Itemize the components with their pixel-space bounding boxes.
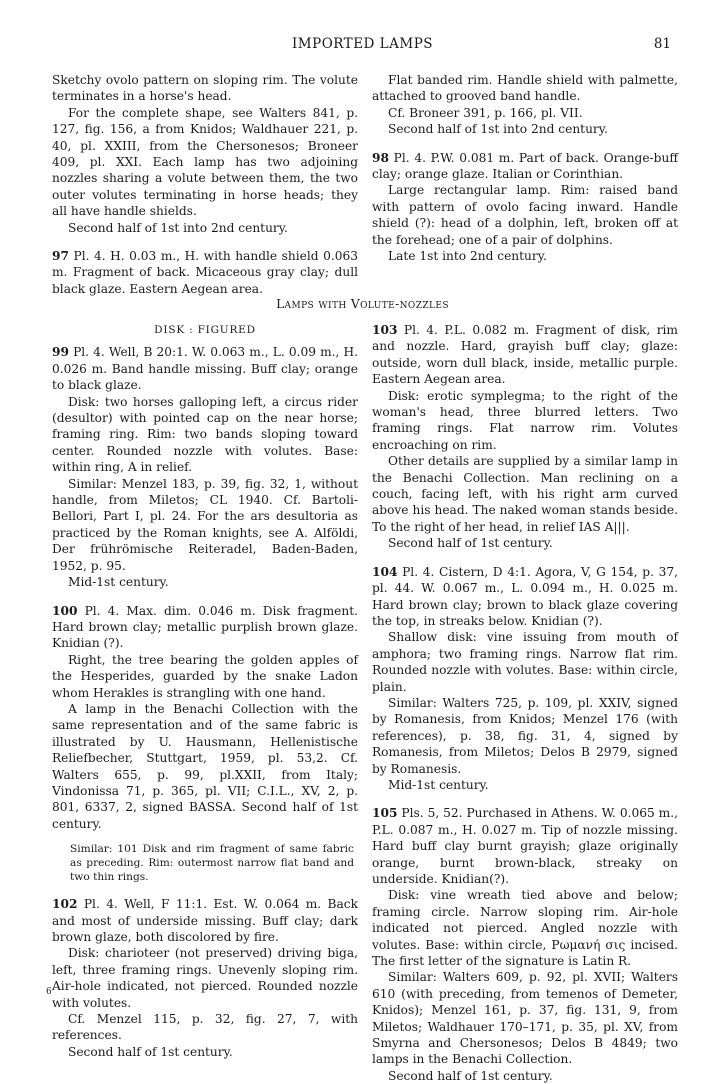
catalog-entry-103 — [372, 322, 678, 552]
paragraph: Disk: two horses galloping left, a circus rider (desultor) with pointed cap on the near horse; framing ring. Rim: two bands sloping toward center. Rounded nozzle with volutes. Base: within ring, A in relief. — [52, 394, 358, 475]
catalog-entry-99 — [52, 344, 358, 590]
paragraph: For the complete shape, see Walters 841, p. 127, fig. 156, a from Knidos; Waldhauer 221, p. 40, pl. XXIII, from the Chersonesos; Broneer 409, pl. XXI. Each lamp has two adjoining nozzles sharing a volute between them, the two outer volutes terminating in horse heads; they all have handle shields. — [52, 105, 358, 219]
paragraph: Similar: Walters 609, p. 92, pl. XVII; Walters 610 (with preceding, from temenos of Demeter, Knidos); Menzel 161, p. 37, fig. 131, 9, from Miletos; Waldhauer 170–171, p. 35, pl. XV, from Smyrna and Chersonesos; Delos B 4849; two lamps in the Benachi Collection. — [372, 970, 678, 1067]
subheading: DISK : FIGURED — [154, 324, 256, 336]
paragraph: Sketchy ovolo pattern on sloping rim. The volute terminates in a horse's head. — [52, 73, 358, 104]
page-number: 81 — [653, 36, 671, 52]
catalog-entry-102 — [52, 896, 358, 1060]
paragraph: Shallow disk: vine issuing from mouth of amphora; two framing rings. Narrow flat rim. Rounded nozzle with volutes. Base: within circle, plain. — [372, 630, 678, 694]
entry-number: 97 — [52, 249, 69, 264]
entry-text: Pl. 4. P.L. 0.082 m. Fragment of disk, rim and nozzle. Hard, grayish buff clay; glaze: outside, worn dull black, inside, metallic purple. Eastern Aegean area. — [372, 323, 678, 387]
paragraph: Disk: erotic symplegma; to the right of the woman's head, three blurred letters. Two framing rings. Flat narrow rim. Volutes encroaching on rim. — [372, 388, 678, 452]
section-heading: Lamps with Volute-nozzles — [276, 297, 449, 311]
paragraph: Second half of 1st into 2nd century. — [68, 220, 288, 235]
catalog-entry-105 — [372, 805, 678, 1084]
paragraph: Second half of 1st into 2nd century. — [388, 122, 608, 137]
paragraph: Cf. Broneer 391, p. 166, pl. VII. — [388, 105, 583, 120]
entry-text: Pl. 4. Max. dim. 0.046 m. Disk fragment. Hard brown clay; metallic purplish brown glaze. Knidian (?). — [52, 603, 358, 651]
catalog-entry-100 — [52, 603, 358, 833]
entry-text: Pl. 4. Cistern, D 4:1. Agora, V, G 154, p. 37, pl. 44. W. 0.067 m., L. 0.094 m., H. 0.025 m. Hard brown clay; brown to black glaze covering the top, in streaks below. Knidian (?). — [372, 564, 678, 628]
entry-number: 105 — [372, 806, 398, 821]
paragraph: Similar: Walters 725, p. 109, pl. XXIV, signed by Romanesis, from Knidos; Menzel 176 (with references), p. 38, fig. 31, 4, signed by Romanesis, from Miletos; Delos B 2979, signed by Romanesis. — [372, 695, 678, 776]
paragraph: Mid-1st century. — [388, 777, 489, 792]
paragraph: Flat banded rim. Handle shield with palmette, attached to grooved band handle. — [372, 73, 678, 104]
top-right-column — [372, 72, 678, 264]
paragraph: Second half of 1st century. — [68, 1044, 233, 1059]
paragraph: Second half of 1st century. — [388, 536, 553, 551]
paragraph: Second half of 1st century. — [388, 1068, 553, 1083]
catalog-entry-104 — [372, 564, 678, 794]
entry-text: Pl. 4. H. 0.03 m., H. with handle shield 0.063 m. Fragment of back. Micaceous gray clay; dull black glaze. Eastern Aegean area. — [52, 249, 358, 296]
signature-mark: 6 — [46, 987, 52, 997]
paragraph: Other details are supplied by a similar lamp in the Benachi Collection. Man reclining on a couch, facing left, with his right arm curved above his head. The naked woman stands beside. To the right of her head, in relief IAS A|||. — [372, 454, 678, 534]
running-title: IMPORTED LAMPS — [291, 36, 434, 52]
lower-left-column — [52, 322, 358, 1060]
catalog-entry-98 — [372, 150, 678, 265]
catalog-entry-97 — [52, 248, 358, 297]
paragraph: Disk: charioteer (not preserved) driving biga, left, three framing rings. Unevenly sloping rim. Air-hole indicated, not pierced. Rounded nozzle with volutes. — [52, 946, 358, 1010]
top-left-column — [52, 72, 358, 297]
paragraph: Late 1st into 2nd century. — [388, 249, 547, 264]
paragraph: Cf. Menzel 115, p. 32, fig. 27, 7, with references. — [52, 1012, 358, 1043]
paragraph: Right, the tree bearing the golden apples of the Hesperides, guarded by the snake Ladon whom Herakles is strangling with one hand. — [52, 652, 358, 700]
entry-text: Pls. 5, 52. Purchased in Athens. W. 0.065 m., P.L. 0.087 m., H. 0.027 m. Tip of nozzle missing. Hard buff clay burnt grayish; glaze originally orange, burnt brown-black, streaky on underside. Knidian(?). — [372, 806, 678, 886]
paragraph: Large rectangular lamp. Rim: raised band with pattern of ovolo facing inward. Handle shield (?): head of a dolphin, left, broken off at the forehead; one of a pair of dolphins. — [372, 183, 678, 247]
paragraph: Mid-1st century. — [68, 575, 169, 590]
entry-text: Pl. 4. P.W. 0.081 m. Part of back. Orange-buff clay; orange glaze. Italian or Corinthian. — [372, 150, 678, 182]
paragraph: Similar: Menzel 183, p. 39, fig. 32, 1, without handle, from Miletos; CL 1940. Cf. Bartoli-Bellori, Part I, pl. 24. For the ars desultoria as practiced by the Roman knights, see A. Alföldi, Der frührömische Reiteradel, Baden-Baden, 1952, p. 95. — [52, 476, 358, 573]
entry-number: 102 — [52, 897, 78, 912]
entry-number: 98 — [372, 150, 389, 165]
note-101 — [70, 842, 354, 884]
entry-number: 104 — [372, 564, 398, 579]
entry-text: Pl. 4. Well, F 11:1. Est. W. 0.064 m. Back and most of underside missing. Buff clay; dark brown glaze, both discolored by fire. — [52, 897, 358, 944]
entry-text: Pl. 4. Well, B 20:1. W. 0.063 m., L. 0.09 m., H. 0.026 m. Band handle missing. Buff clay; orange to black glaze. — [52, 345, 358, 393]
entry-number: 100 — [52, 603, 78, 618]
paragraph: A lamp in the Benachi Collection with the same representation and of the same fabric is illustrated by U. Hausmann, Hellenistische Reliefbecher, Stuttgart, 1959, pl. 53,2. Cf. Walters 655, p. 99, pl.XXII, from Italy; Vindonissa 71, p. 365, pl. VII; C.I.L., XV, 2, p. 801, 6337, 2, signed BASSA. Second half of 1st century. — [52, 701, 358, 831]
lower-right-column — [372, 322, 678, 1084]
paragraph: Disk: vine wreath tied above and below; framing circle. Narrow sloping rim. Air-hole indicated not pierced. Angled nozzle with volutes. Base: within circle, Ρωμανή σις incised. The first letter of the signature is Latin R. — [372, 888, 678, 969]
note-text: Similar: 101 Disk and rim fragment of same fabric as preceding. Rim: outermost narrow flat band and two thin rings. — [70, 843, 354, 884]
entry-number: 99 — [52, 345, 69, 360]
entry-number: 103 — [372, 323, 398, 337]
